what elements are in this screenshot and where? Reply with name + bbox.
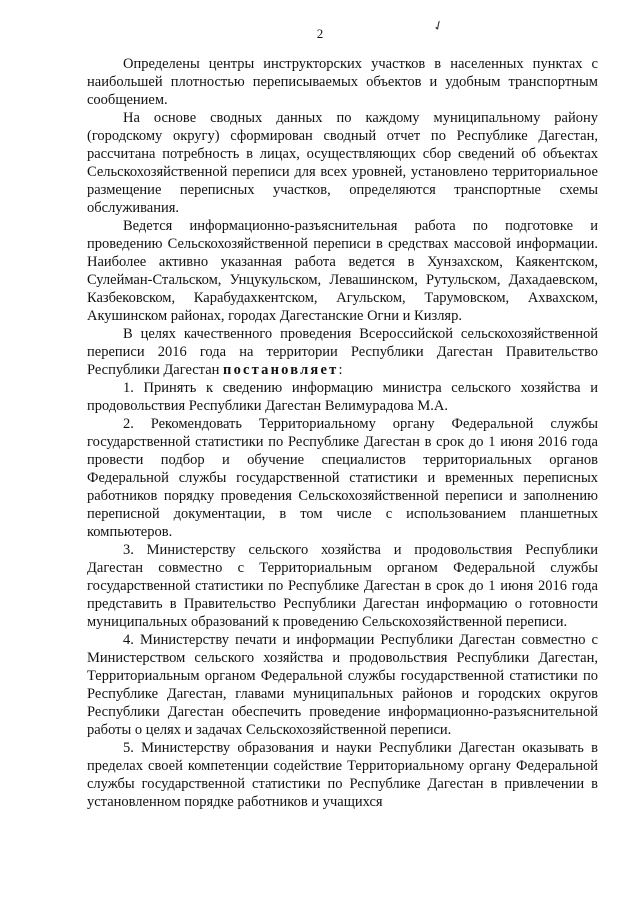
resolution-intro-text: В целях качественного проведения Всероссийской сельскохозяйственной переписи 2016 года на территории Республики Дагестан Правительство Республики Дагестан bbox=[87, 326, 598, 378]
paragraph-resolution-intro bbox=[87, 325, 598, 379]
paragraph-item-4: 4. Министерству печати и информации Республики Дагестан совместно с Министерством сельского хозяйства и продовольствия Республики Дагестан, Территориальным органом Федеральной службы государственной статистики по Республике Дагестан, главами муниципальных районов и городских округов Республики Дагестан обеспечить проведение информационно-разъяснительной работы о целях и задачах Сельскохозяйственной переписи. bbox=[87, 632, 598, 738]
paragraph-summary-report: На основе сводных данных по каждому муниципальному району (городскому округу) сформирован сводный отчет по Республике Дагестан, рассчитана потребность в лицах, осуществляющих сбор сведений об объектах Сельскохозяйственной переписи для всех уровней, установлено территориальное размещение переписных участков, определяются транспортные схемы обслуживания. bbox=[87, 110, 598, 216]
document-body bbox=[87, 55, 598, 811]
paragraph-item-3: 3. Министерству сельского хозяйства и продовольствия Республики Дагестан совместно с Территориальным органом Федеральной службы государственной статистики по Республике Дагестан в срок до 1 июня 2016 года представить в Правительство Республики Дагестан информацию о готовности муниципальных образований к проведению Сельскохозяйственной переписи. bbox=[87, 542, 598, 630]
paragraph-item-5: 5. Министерству образования и науки Республики Дагестан оказывать в пределах своей компетенции содействие Территориальному органу Федеральной службы государственной статистики по Республике Дагестан в привлечении в установленном порядке работников и учащихся bbox=[87, 740, 598, 810]
paragraph-information-work: Ведется информационно-разъяснительная работа по подготовке и проведению Сельскохозяйственной переписи в средствах массовой информации. Наиболее активно указанная работа ведется в Хунзахском, Каякентском, Сулейман-Стальском, Унцукульском, Левашинском, Рутульском, Дахадаевском, Казбековском, Карабудахкентском, Агульском, Тарумовском, Ахвахском, Акушинском районах, городах Дагестанские Огни и Кизляр. bbox=[87, 218, 598, 324]
resolution-colon: : bbox=[338, 362, 343, 378]
paragraph-item-1: 1. Принять к сведению информацию министра сельского хозяйства и продовольствия Республики Дагестан Велимурадова М.А. bbox=[87, 380, 598, 414]
page-number: 2 bbox=[316, 26, 324, 41]
paragraph-instructor-centers: Определены центры инструкторских участков в населенных пунктах с наибольшей плотностью переписываемых объектов и удобным транспортным сообщением. bbox=[87, 56, 598, 108]
resolution-keyword: постановляет bbox=[223, 362, 339, 378]
paragraph-item-2: 2. Рекомендовать Территориальному органу Федеральной службы государственной статистики по Республике Дагестан в срок до 1 июня 2016 года провести подбор и обучение специалистов территориальных органов Федеральной службы государственной статистики и временных переписных работников порядку проведения Сельскохозяйственной переписи и заполнению переписной документации, в том числе с использованием планшетных компьютеров. bbox=[87, 416, 598, 540]
handwritten-check-mark: ✓ bbox=[430, 16, 447, 35]
